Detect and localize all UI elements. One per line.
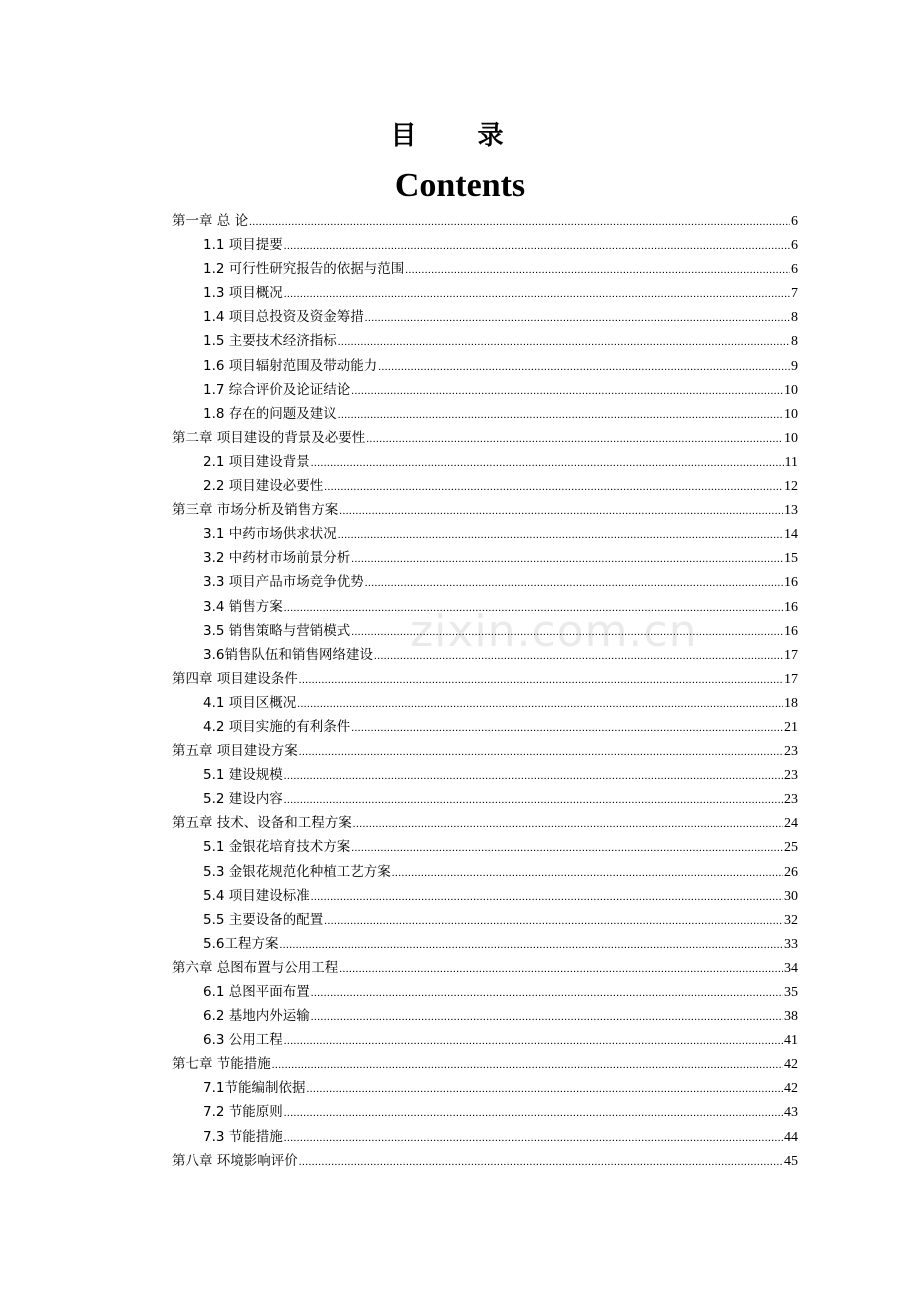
toc-entry-label: 6.3 公用工程 xyxy=(203,1032,283,1049)
toc-page-number: 32 xyxy=(784,912,798,928)
toc-page-number: 16 xyxy=(784,599,798,615)
toc-page-number: 16 xyxy=(784,623,798,639)
toc-page-number: 38 xyxy=(784,1009,798,1025)
toc-chapter-entry[interactable] xyxy=(172,956,798,980)
toc-section-entry[interactable] xyxy=(172,908,798,932)
toc-entry-label: 5.1 建设规模 xyxy=(203,767,283,784)
toc-entry-label: 1.4 项目总投资及资金筹措 xyxy=(203,309,364,326)
dot-leader xyxy=(405,258,790,282)
toc-page-number: 35 xyxy=(784,985,798,1000)
toc-entry-label: 第七章 节能措施 xyxy=(172,1056,271,1073)
toc-page-number: 7 xyxy=(791,286,798,302)
toc-entry-label: 3.4 销售方案 xyxy=(203,598,283,615)
toc-section-entry[interactable] xyxy=(172,715,798,739)
dot-leader xyxy=(392,861,783,885)
toc-page-number: 42 xyxy=(784,1081,798,1097)
toc-chapter-entry[interactable] xyxy=(172,811,798,835)
dot-leader xyxy=(284,1101,783,1125)
toc-page-number: 23 xyxy=(784,792,798,808)
toc-page-number: 8 xyxy=(791,310,798,326)
dot-leader xyxy=(299,1150,783,1174)
dot-leader xyxy=(279,933,783,957)
toc-page-number: 17 xyxy=(784,671,798,687)
toc-section-entry[interactable] xyxy=(172,450,798,474)
toc-entry-label: 2.1 项目建设背景 xyxy=(203,453,310,470)
dot-leader xyxy=(324,909,783,933)
toc-entry-label: 7.3 节能措施 xyxy=(203,1128,283,1145)
toc-chapter-entry[interactable] xyxy=(172,1149,798,1173)
toc-chapter-entry[interactable] xyxy=(172,426,798,450)
toc-page-number: 9 xyxy=(791,358,798,374)
toc-section-entry[interactable] xyxy=(172,860,798,884)
toc-entry-label: 3.2 中药材市场前景分析 xyxy=(203,550,351,567)
toc-entry-label: 1.8 存在的问题及建议 xyxy=(203,405,337,422)
toc-entry-label: 6.1 总图平面布置 xyxy=(203,984,310,1000)
toc-section-entry[interactable] xyxy=(172,233,798,257)
toc-section-entry[interactable] xyxy=(172,763,798,787)
dot-leader xyxy=(311,451,784,475)
toc-section-entry[interactable] xyxy=(172,257,798,281)
dot-leader xyxy=(324,475,783,499)
dot-leader xyxy=(365,306,790,330)
dot-leader xyxy=(311,981,783,1005)
toc-section-entry[interactable] xyxy=(172,354,798,378)
toc-chapter-entry[interactable] xyxy=(172,209,798,233)
toc-entry-label: 第五章 技术、设备和工程方案 xyxy=(172,815,352,832)
toc-section-entry[interactable] xyxy=(172,643,798,667)
toc-page-number: 11 xyxy=(784,454,798,470)
toc-title-english: Contents xyxy=(394,167,526,204)
toc-entry-label: 5.2 建设内容 xyxy=(203,791,283,808)
toc-entry-label: 5.4 项目建设标准 xyxy=(203,887,310,904)
toc-section-entry[interactable] xyxy=(172,691,798,715)
dot-leader xyxy=(311,1005,783,1029)
toc-chapter-entry[interactable] xyxy=(172,1052,798,1076)
toc-section-entry[interactable] xyxy=(172,402,798,426)
dot-leader xyxy=(249,210,790,234)
dot-leader xyxy=(365,571,783,595)
toc-entry-label: 第六章 总图布置与公用工程 xyxy=(172,959,339,976)
toc-entry-label: 5.3 金银花规范化种植工艺方案 xyxy=(203,863,391,880)
toc-entry-label: 1.5 主要技术经济指标 xyxy=(203,333,337,350)
dot-leader xyxy=(299,740,783,764)
toc-entry-label: 1.6 项目辐射范围及带动能力 xyxy=(203,357,378,374)
dot-leader xyxy=(351,547,783,571)
dot-leader xyxy=(374,644,783,668)
toc-page-number: 23 xyxy=(784,744,798,760)
table-of-contents xyxy=(172,209,798,1173)
toc-entry-label: 5.1 金银花培育技术方案 xyxy=(203,839,351,856)
toc-page-number: 8 xyxy=(791,334,798,350)
toc-section-entry[interactable] xyxy=(172,619,798,643)
dot-leader xyxy=(351,836,783,860)
toc-section-entry[interactable] xyxy=(172,980,798,1004)
toc-entry-label: 第一章 总 论 xyxy=(172,213,249,229)
dot-leader xyxy=(338,330,790,354)
dot-leader xyxy=(284,596,783,620)
dot-leader xyxy=(284,788,783,812)
toc-page-number: 10 xyxy=(784,382,798,398)
toc-section-entry[interactable] xyxy=(172,546,798,570)
toc-section-entry[interactable] xyxy=(172,932,798,956)
toc-page-number: 14 xyxy=(784,527,798,543)
toc-section-entry[interactable] xyxy=(172,474,798,498)
toc-page-number: 43 xyxy=(784,1105,798,1121)
toc-page-number: 6 xyxy=(791,262,798,278)
toc-page-number: 18 xyxy=(784,695,798,711)
dot-leader xyxy=(284,764,783,788)
dot-leader xyxy=(284,1126,783,1150)
dot-leader xyxy=(339,957,783,981)
toc-page-number: 21 xyxy=(784,719,798,735)
toc-page-number: 33 xyxy=(784,936,798,952)
toc-page-number: 10 xyxy=(784,406,798,422)
toc-entry-label: 1.3 项目概况 xyxy=(203,285,283,302)
toc-entry-label: 3.6销售队伍和销售网络建设 xyxy=(203,646,373,663)
toc-title-chinese: 目 录 xyxy=(390,121,530,151)
toc-page-number: 26 xyxy=(784,864,798,880)
toc-entry-label: 第五章 项目建设方案 xyxy=(172,743,298,760)
toc-entry-label: 5.5 主要设备的配置 xyxy=(203,911,324,928)
toc-section-entry[interactable] xyxy=(172,522,798,546)
watermark: zixin.com.cn xyxy=(410,606,698,657)
toc-entry-label: 5.6工程方案 xyxy=(203,935,279,952)
dot-leader xyxy=(338,403,783,427)
dot-leader xyxy=(284,1029,783,1053)
dot-leader xyxy=(311,885,783,909)
toc-chapter-entry[interactable] xyxy=(172,739,798,763)
toc-chapter-entry[interactable] xyxy=(172,498,798,522)
toc-section-entry[interactable] xyxy=(172,835,798,859)
toc-page-number: 15 xyxy=(784,551,798,567)
toc-entry-label: 4.2 项目实施的有利条件 xyxy=(203,718,351,735)
toc-page-number: 34 xyxy=(784,960,798,976)
toc-page-number: 16 xyxy=(784,575,798,591)
toc-entry-label: 4.1 项目区概况 xyxy=(203,694,297,711)
toc-page-number: 44 xyxy=(784,1129,798,1145)
toc-section-entry[interactable] xyxy=(172,1004,798,1028)
dot-leader xyxy=(338,523,783,547)
toc-section-entry[interactable] xyxy=(172,378,798,402)
toc-chapter-entry[interactable] xyxy=(172,667,798,691)
toc-entry-label: 3.3 项目产品市场竞争优势 xyxy=(203,574,364,591)
toc-page-number: 42 xyxy=(784,1057,798,1073)
toc-section-entry[interactable] xyxy=(172,1076,798,1100)
toc-section-entry[interactable] xyxy=(172,329,798,353)
dot-leader xyxy=(299,668,783,692)
toc-entry-label: 3.5 销售策略与营销模式 xyxy=(203,622,351,639)
toc-entry-label: 3.1 中药市场供求状况 xyxy=(203,526,337,543)
toc-entry-label: 第八章 环境影响评价 xyxy=(172,1152,298,1169)
toc-page-number: 13 xyxy=(784,503,798,519)
toc-page-number: 30 xyxy=(784,888,798,904)
toc-page-number: 23 xyxy=(784,768,798,784)
dot-leader xyxy=(351,379,783,403)
toc-page-number: 45 xyxy=(784,1153,798,1169)
dot-leader xyxy=(339,499,783,523)
toc-section-entry[interactable] xyxy=(172,595,798,619)
toc-page-number: 17 xyxy=(784,647,798,663)
toc-page-number: 25 xyxy=(784,840,798,856)
toc-entry-label: 2.2 项目建设必要性 xyxy=(203,478,324,495)
toc-section-entry[interactable] xyxy=(172,1125,798,1149)
toc-entry-label: 1.7 综合评价及论证结论 xyxy=(203,381,351,398)
dot-leader xyxy=(306,1077,783,1101)
toc-section-entry[interactable] xyxy=(172,281,798,305)
toc-section-entry[interactable] xyxy=(172,787,798,811)
toc-page-number: 6 xyxy=(791,238,798,254)
toc-entry-label: 1.1 项目提要 xyxy=(203,237,283,254)
toc-page-number: 10 xyxy=(784,430,798,446)
toc-section-entry[interactable] xyxy=(172,570,798,594)
dot-leader xyxy=(366,427,783,451)
dot-leader xyxy=(351,620,783,644)
toc-section-entry[interactable] xyxy=(172,1028,798,1052)
toc-section-entry[interactable] xyxy=(172,305,798,329)
toc-entry-label: 1.2 可行性研究报告的依据与范围 xyxy=(203,261,405,278)
toc-entry-label: 6.2 基地内外运输 xyxy=(203,1008,310,1025)
toc-entry-label: 第三章 市场分析及销售方案 xyxy=(172,502,339,519)
toc-section-entry[interactable] xyxy=(172,1100,798,1124)
dot-leader xyxy=(284,234,790,258)
toc-entry-label: 第四章 项目建设条件 xyxy=(172,670,298,687)
toc-entry-label: 7.1节能编制依据 xyxy=(203,1080,306,1097)
dot-leader xyxy=(297,692,783,716)
toc-page-number: 41 xyxy=(784,1033,798,1049)
dot-leader xyxy=(351,716,783,740)
dot-leader xyxy=(353,812,783,836)
toc-page-number: 24 xyxy=(784,816,798,832)
toc-entry-label: 第二章 项目建设的背景及必要性 xyxy=(172,429,366,446)
dot-leader xyxy=(378,355,790,379)
toc-page-number: 6 xyxy=(791,214,798,229)
toc-page-number: 12 xyxy=(784,479,798,495)
dot-leader xyxy=(284,282,790,306)
toc-section-entry[interactable] xyxy=(172,884,798,908)
dot-leader xyxy=(272,1053,783,1077)
toc-entry-label: 7.2 节能原则 xyxy=(203,1104,283,1121)
